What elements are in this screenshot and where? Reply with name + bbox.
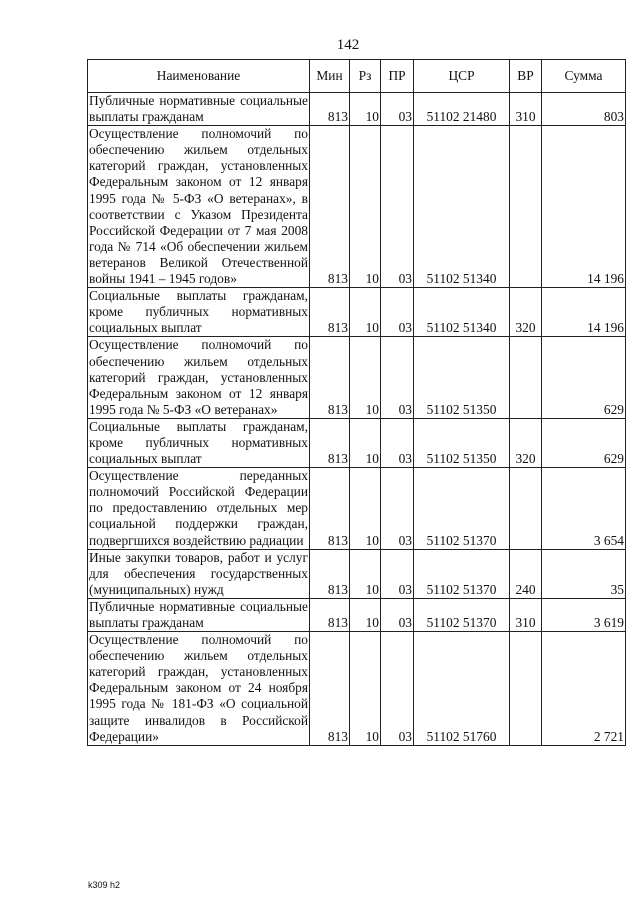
row-vr: 320 — [510, 288, 542, 337]
row-name: Осуществление полномочий по обеспечению жильем отдельных категорий граждан, установленных Федеральным законом от 12 января 1995 года № 5-ФЗ «О ветеранах», в соответствии с Указом Президента Российской Федерации от 7 мая 2008 года № 714 «Об обеспечении жильем ветеранов Великой Отечественной войны 1941 – 1945 годов» — [89, 126, 308, 287]
table-row — [88, 632, 626, 746]
header-rz: Рз — [350, 60, 381, 93]
row-vr: 310 — [510, 598, 542, 631]
row-rz: 10 — [350, 288, 381, 337]
row-vr — [510, 632, 542, 746]
row-pr: 03 — [381, 93, 414, 126]
row-name: Иные закупки товаров, работ и услуг для обеспечения государственных (муниципальных) нужд — [89, 549, 308, 597]
row-min: 813 — [310, 468, 350, 549]
header-name: Наименование — [88, 60, 310, 93]
row-pr: 03 — [381, 288, 414, 337]
row-pr: 03 — [381, 337, 414, 418]
row-min: 813 — [310, 549, 350, 598]
table-row — [88, 418, 626, 467]
row-rz: 10 — [350, 549, 381, 598]
row-rz: 10 — [350, 93, 381, 126]
table-row — [88, 337, 626, 418]
row-min: 813 — [310, 93, 350, 126]
row-sum: 629 — [542, 418, 626, 467]
row-min: 813 — [310, 337, 350, 418]
row-name: Социальные выплаты гражданам, кроме публичных нормативных социальных выплат — [89, 418, 308, 467]
header-vr: ВР — [510, 60, 542, 93]
row-rz: 10 — [350, 418, 381, 467]
row-csr: 51102 51340 — [414, 288, 510, 337]
table-row — [88, 288, 626, 337]
row-vr — [510, 468, 542, 549]
row-rz: 10 — [350, 632, 381, 746]
row-vr: 310 — [510, 93, 542, 126]
row-pr: 03 — [381, 418, 414, 467]
row-csr: 51102 51350 — [414, 418, 510, 467]
budget-table — [87, 59, 626, 746]
row-vr: 240 — [510, 549, 542, 598]
table-row — [88, 549, 626, 598]
row-sum: 803 — [542, 93, 626, 126]
row-pr: 03 — [381, 549, 414, 598]
row-sum: 14 196 — [542, 126, 626, 288]
table-header-row — [88, 60, 626, 93]
row-csr: 51102 21480 — [414, 93, 510, 126]
row-name: Осуществление переданных полномочий Российской Федерации по предоставлению отдельных мер социальной поддержки граждан, подвергшихся воздействию радиации — [89, 468, 308, 548]
row-name: Публичные нормативные социальные выплаты гражданам — [89, 93, 308, 125]
row-name: Осуществление полномочий по обеспечению жильем отдельных категорий граждан, установленных Федеральным законом от 24 ноября 1995 года № 181-ФЗ «О социальной защите инвалидов в Российской Федерации» — [89, 632, 308, 744]
row-min: 813 — [310, 126, 350, 288]
row-sum: 35 — [542, 549, 626, 598]
row-min: 813 — [310, 288, 350, 337]
row-name: Социальные выплаты гражданам, кроме публичных нормативных социальных выплат — [89, 288, 308, 336]
header-pr: ПР — [381, 60, 414, 93]
header-csr: ЦСР — [414, 60, 510, 93]
row-rz: 10 — [350, 598, 381, 631]
row-pr: 03 — [381, 468, 414, 549]
table-row — [88, 468, 626, 549]
row-csr: 51102 51370 — [414, 468, 510, 549]
row-csr: 51102 51350 — [414, 337, 510, 418]
row-sum: 629 — [542, 337, 626, 418]
row-sum: 14 196 — [542, 288, 626, 337]
row-vr — [510, 337, 542, 418]
table-row — [88, 598, 626, 631]
page-number: 142 — [336, 37, 360, 53]
row-csr: 51102 51370 — [414, 549, 510, 598]
header-sum: Сумма — [542, 60, 626, 93]
footer-code: k309 h2 — [88, 880, 121, 890]
row-vr — [510, 126, 542, 288]
row-pr: 03 — [381, 126, 414, 288]
row-vr: 320 — [510, 418, 542, 467]
row-min: 813 — [310, 418, 350, 467]
row-min: 813 — [310, 598, 350, 631]
header-min: Мин — [310, 60, 350, 93]
row-pr: 03 — [381, 598, 414, 631]
row-rz: 10 — [350, 468, 381, 549]
row-csr: 51102 51370 — [414, 598, 510, 631]
row-name: Публичные нормативные социальные выплаты гражданам — [89, 598, 308, 630]
row-min: 813 — [310, 632, 350, 746]
row-csr: 51102 51760 — [414, 632, 510, 746]
row-sum: 2 721 — [542, 632, 626, 746]
row-name: Осуществление полномочий по обеспечению жильем отдельных категорий граждан, установленных Федеральным законом от 12 января 1995 года № 5-ФЗ «О ветеранах» — [89, 337, 308, 417]
row-csr: 51102 51340 — [414, 126, 510, 288]
table-row — [88, 126, 626, 288]
row-sum: 3 619 — [542, 598, 626, 631]
row-rz: 10 — [350, 337, 381, 418]
row-sum: 3 654 — [542, 468, 626, 549]
table-row — [88, 93, 626, 126]
row-rz: 10 — [350, 126, 381, 288]
row-pr: 03 — [381, 632, 414, 746]
